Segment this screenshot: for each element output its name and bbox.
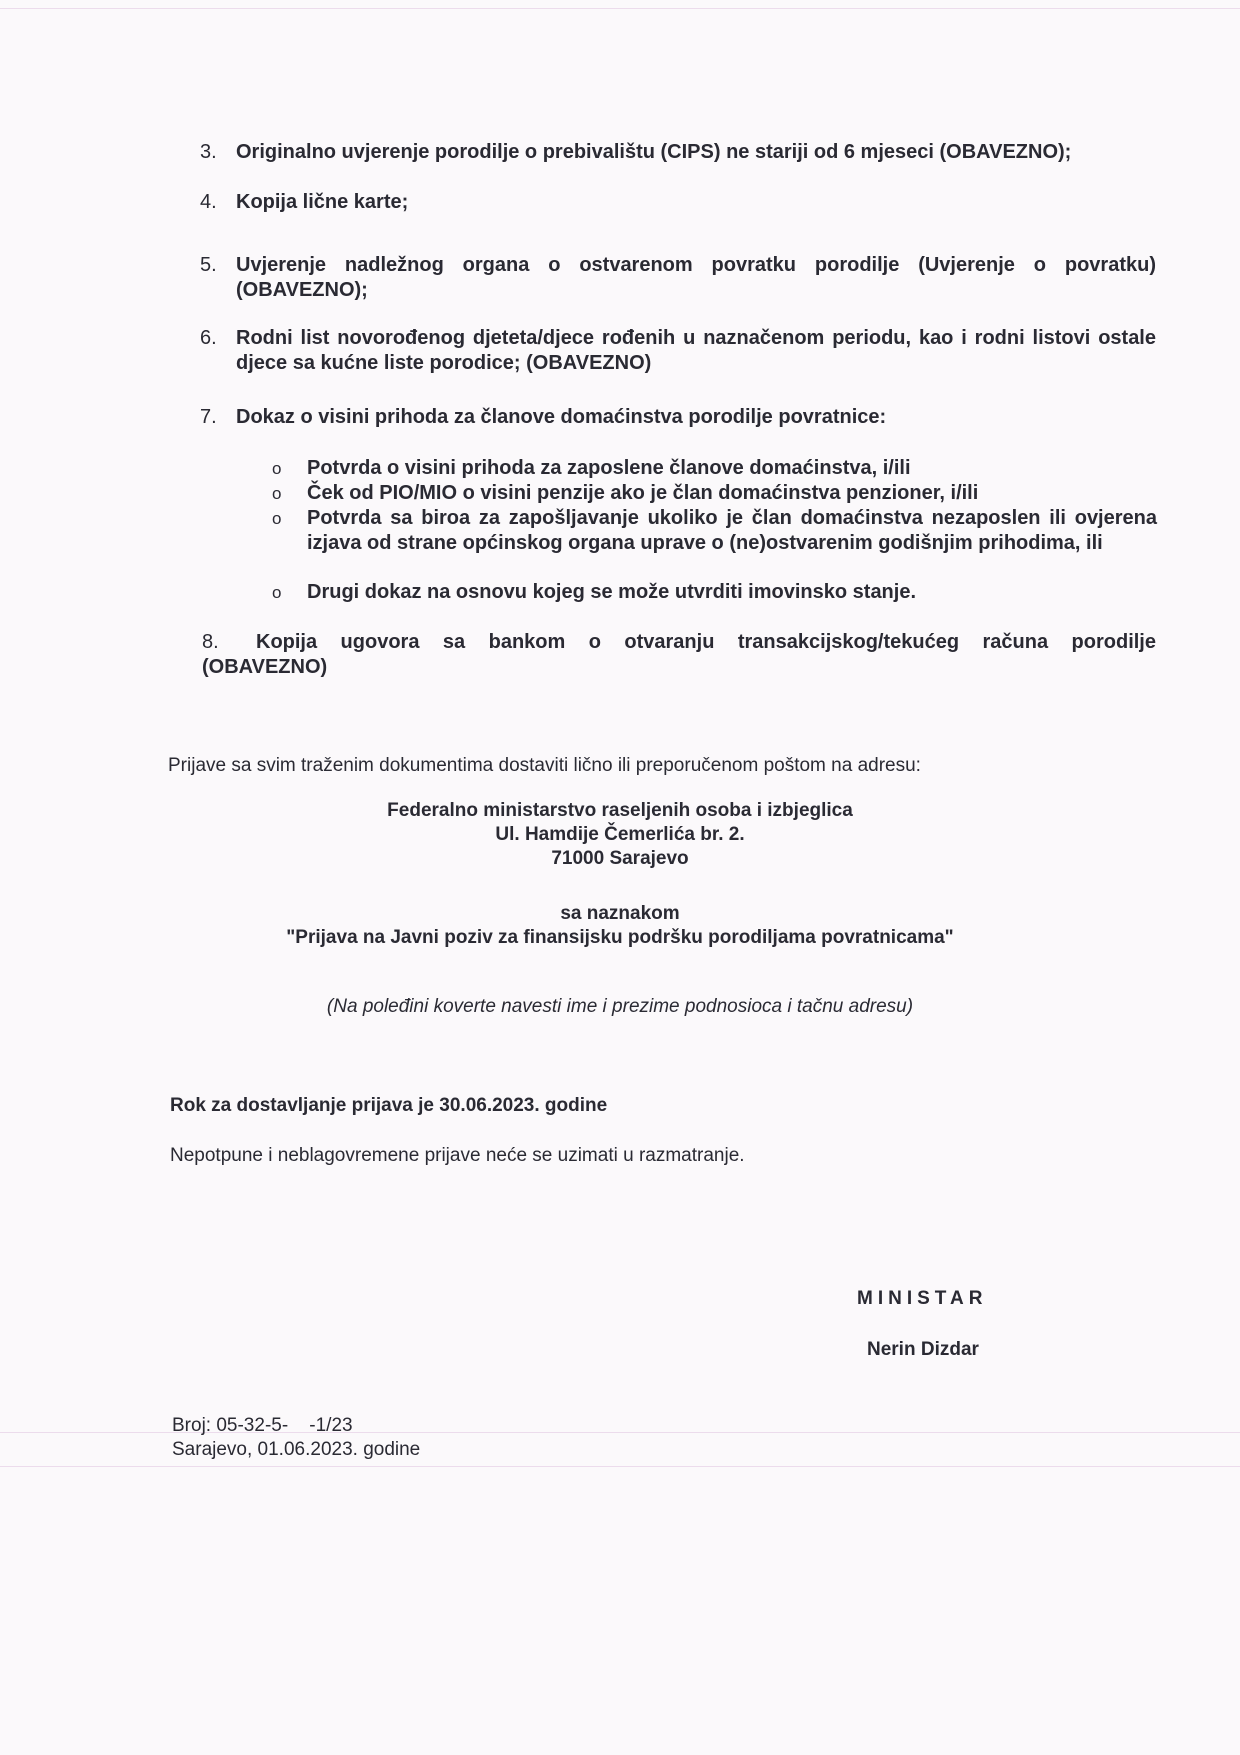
mark-text: "Prijava na Javni poziv za finansijsku podršku porodiljama povratnicama" <box>286 927 954 948</box>
scan-artifact <box>0 1466 1240 1467</box>
item-text: Dokaz o visini prihoda za članove domaćinstva porodilje povratnice: <box>236 406 887 428</box>
address-line-2: Ul. Hamdije Čemerlića br. 2. <box>495 824 745 845</box>
item-number: 6. <box>200 327 217 349</box>
item-number: 7. <box>200 406 217 428</box>
item-text: Rodni list novorođenog djeteta/djece rođenih u naznačenom periodu, kao i rodni listovi ostale djece sa kućne liste porodice; (OBAVEZNO) <box>236 327 1156 374</box>
bullet-circle-icon: o <box>272 484 282 503</box>
item-text-continued: (OBAVEZNO) <box>202 656 328 678</box>
bullet-circle-icon: o <box>272 583 282 602</box>
address-line-1: Federalno ministarstvo raseljenih osoba i izbjeglica <box>387 800 853 821</box>
address-line-3: 71000 Sarajevo <box>551 848 689 869</box>
place-date: Sarajevo, 01.06.2023. godine <box>172 1439 421 1460</box>
item-number: 8. <box>202 631 219 653</box>
item-text: Kopija ugovora sa bankom o otvaranju transakcijskog/tekućeg računa porodilje <box>256 631 1156 653</box>
sub-item-text: Drugi dokaz na osnovu kojeg se može utvrditi imovinsko stanje. <box>307 581 917 603</box>
deadline: Rok za dostavljanje prijava je 30.06.2023. godine <box>170 1095 608 1116</box>
item-number: 3. <box>200 141 217 163</box>
item-number: 5. <box>200 254 217 276</box>
scan-artifact <box>0 8 1240 9</box>
sub-item-text: Ček od PIO/MIO o visini penzije ako je član domaćinstva penzioner, i/ili <box>307 482 979 504</box>
incomplete-note: Nepotpune i neblagovremene prijave neće se uzimati u razmatranje. <box>170 1145 745 1166</box>
document-number: Broj: 05-32-5- -1/23 <box>172 1415 353 1436</box>
sub-item-text: Potvrda sa biroa za zapošljavanje ukoliko je član domaćinstva nezaposlen ili ovjerena izjava od strane općinskog organa uprave o (ne)ostvarenim godišnjim prihodima, ili <box>307 507 1157 554</box>
item-number: 4. <box>200 191 217 213</box>
signature-name: Nerin Dizdar <box>867 1339 979 1360</box>
signature-title: MINISTAR <box>857 1288 988 1309</box>
item-text: Uvjerenje nadležnog organa o ostvarenom povratku porodilje (Uvjerenje o povratku) (OBAVEZNO); <box>236 254 1156 301</box>
item-text: Kopija lične karte; <box>236 191 409 213</box>
sub-item-text: Potvrda o visini prihoda za zaposlene članove domaćinstva, i/ili <box>307 457 911 479</box>
bullet-circle-icon: o <box>272 459 282 478</box>
bullet-circle-icon: o <box>272 509 282 528</box>
envelope-note: (Na poleđini koverte navesti ime i prezime podnosioca i tačnu adresu) <box>326 996 914 1017</box>
submission-intro: Prijave sa svim traženim dokumentima dostaviti lično ili preporučenom poštom na adresu: <box>168 755 921 776</box>
mark-label: sa naznakom <box>560 903 680 924</box>
item-text: Originalno uvjerenje porodilje o prebivalištu (CIPS) ne stariji od 6 mjeseci (OBAVEZNO); <box>236 141 1072 163</box>
